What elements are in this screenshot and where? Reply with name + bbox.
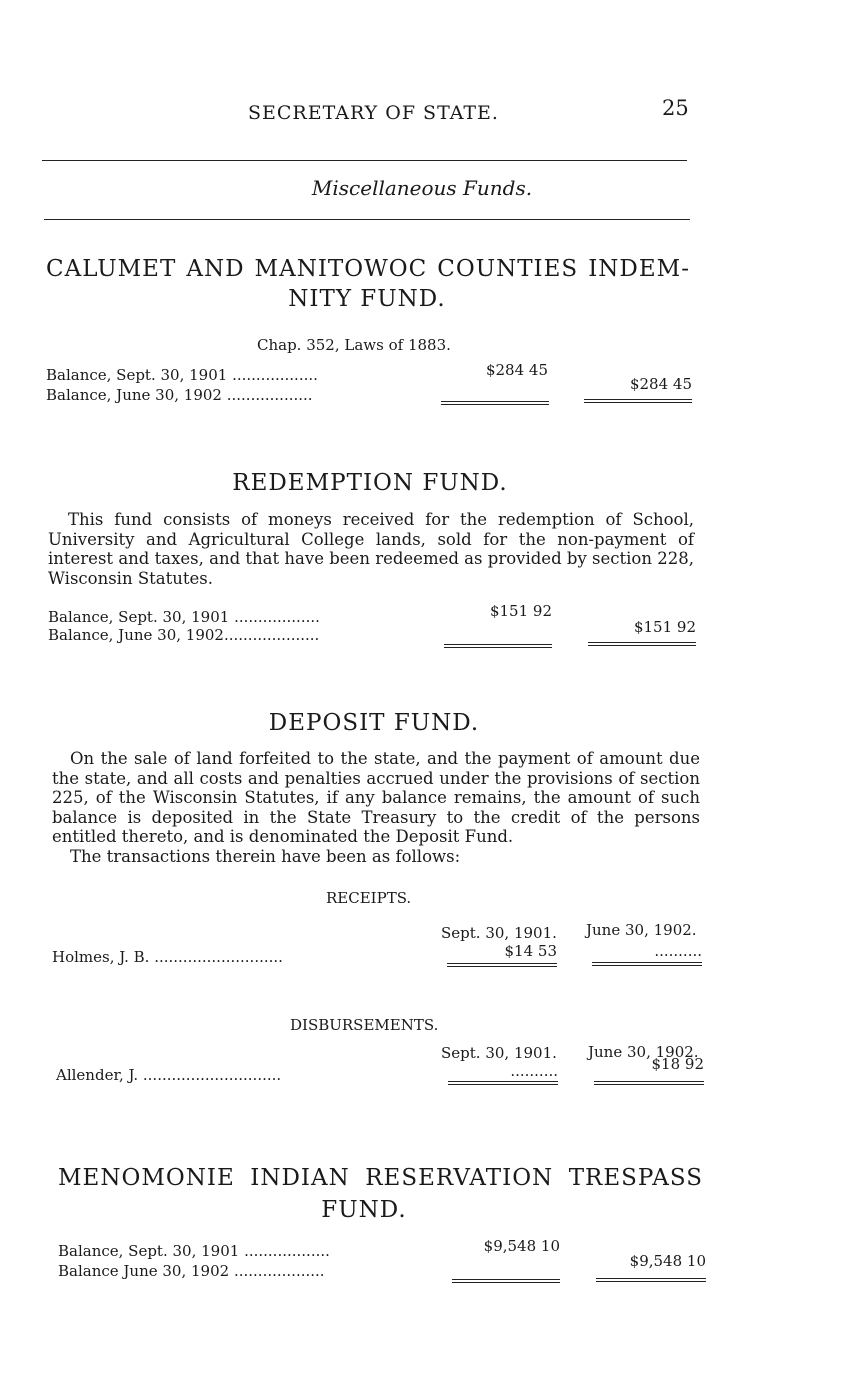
redemption-row1-label: Balance, Sept. 30, 1901 .................. [48,608,320,626]
menomonie-row1-label: Balance, Sept. 30, 1901 .................. [58,1242,330,1260]
menomonie-row1-amount: $9,548 10 [483,1237,560,1255]
calumet-total-rule-2 [584,399,692,403]
receipts-total-rule-1 [447,963,557,967]
receipt-name: Holmes, J. B. ........................... [52,948,283,966]
disbursements-total-rule-1 [448,1081,558,1085]
calumet-chapter: Chap. 352, Laws of 1883. [257,336,451,354]
menomonie-heading-line2: FUND. [321,1197,407,1223]
disbursements-col2-header: June 30, 1902. [588,1043,699,1061]
deposit-heading: DEPOSIT FUND. [268,710,480,736]
subtitle-rule [44,219,690,220]
redemption-row1-amount: $151 92 [489,602,552,620]
redemption-total-rule-1 [444,644,552,648]
menomonie-total-rule-2 [596,1278,706,1282]
receipt-col2-amount: .......... [654,942,702,960]
menomonie-row2-label: Balance June 30, 1902 ................... [58,1262,325,1280]
running-header-title: SECRETARY OF STATE. [248,102,499,124]
header-rule [42,160,687,161]
redemption-row2-amount: $151 92 [633,618,696,636]
menomonie-total-rule-1 [452,1279,560,1283]
receipts-total-rule-2 [592,962,702,966]
receipts-label: RECEIPTS. [326,889,412,907]
disbursements-col1-header: Sept. 30, 1901. [441,1044,557,1062]
calumet-row2-amount: $284 45 [629,375,692,393]
calumet-heading-line1: CALUMET AND MANITOWOC COUNTIES INDEM- [46,256,690,282]
calumet-row1-amount: $284 45 [485,361,548,379]
menomonie-row2-amount: $9,548 10 [629,1252,706,1270]
deposit-text2: The transactions therein have been as follows: [70,847,461,866]
disbursements-total-rule-2 [594,1081,704,1085]
disbursements-label: DISBURSEMENTS. [290,1016,439,1034]
receipts-col2-header: June 30, 1902. [586,921,697,939]
calumet-total-rule-1 [441,401,549,405]
calumet-row2-label: Balance, June 30, 1902 .................. [46,386,313,404]
deposit-text: On the sale of land forfeited to the state, and the payment of amount due the state, and all costs and penalties accrued under the provisions of section 225, of the Wisconsin Statutes, if any balance remains, the amount of such balance is deposited in the State Treasury to the credit of the persons entitled thereto, and is denominated the Deposit Fund. [52,749,700,846]
redemption-heading: REDEMPTION FUND. [232,470,508,496]
redemption-total-rule-2 [588,642,696,646]
receipts-col1-header: Sept. 30, 1901. [441,924,557,942]
disbursement-col2-amount: $18 92 [651,1055,704,1073]
calumet-heading-line2: NITY FUND. [288,286,446,312]
page-number: 25 [662,96,689,120]
calumet-row1-label: Balance, Sept. 30, 1901 .................. [46,366,318,384]
redemption-row2-label: Balance, June 30, 1902.................... [48,626,320,644]
section-subtitle: Miscellaneous Funds. [311,176,533,200]
disbursement-col1-amount: .......... [510,1062,558,1080]
receipt-col1-amount: $14 53 [504,942,557,960]
redemption-text: This fund consists of moneys received for the redemption of School, University and Agricultural College lands, sold for the non-payment of interest and taxes, and that have been redeemed as provided by section 228, Wisconsin Statutes. [48,510,694,588]
menomonie-heading-line1: MENOMONIE INDIAN RESERVATION TRESPASS [58,1165,703,1191]
disbursement-name: Allender, J. ............................. [56,1066,282,1084]
